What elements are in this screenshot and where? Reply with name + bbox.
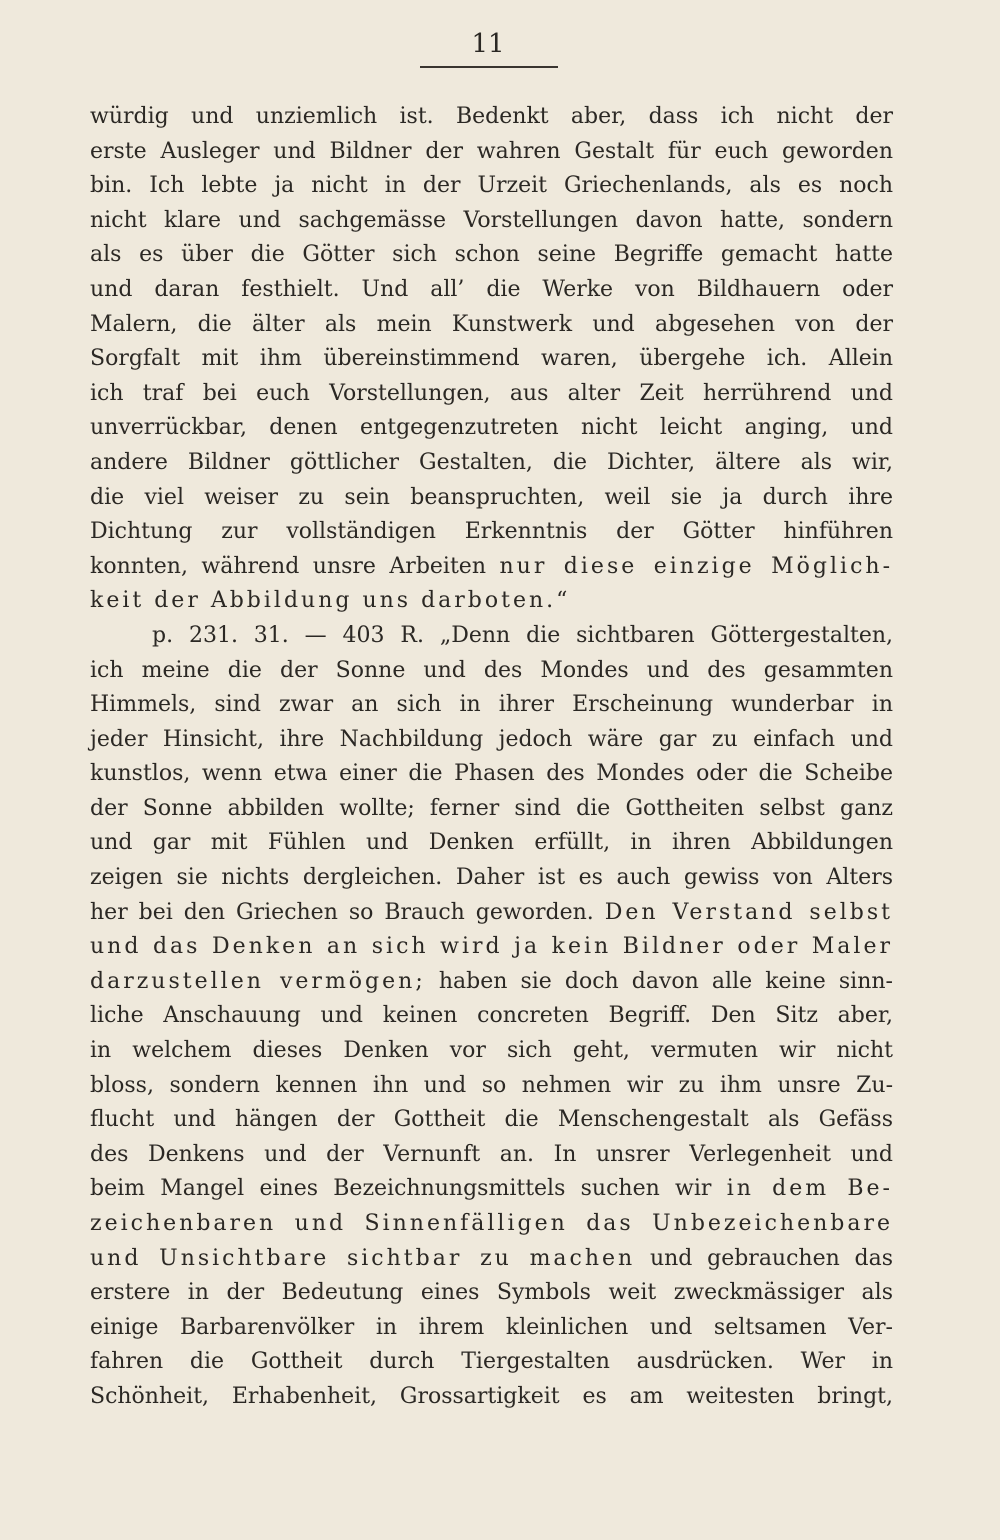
text-line [90,1311,893,1346]
text-line [90,550,893,585]
text-line [90,1034,893,1069]
text-line [90,308,893,343]
line-text: bin. Ich lebte ja nicht in der Urzeit Griechenlands, als es noch [90,173,893,199]
line-text: ich traf bei euch Vorstellungen, aus alter Zeit herrührend und [90,380,893,406]
text-line [90,377,893,412]
text-line [90,1380,893,1415]
text-line [90,515,893,550]
text-line [90,273,893,308]
text-line [90,1276,893,1311]
text-line [90,481,893,516]
line-text: kunstlos, wenn etwa einer die Phasen des Mondes oder die Scheibe [90,761,893,787]
text-line [90,204,893,239]
text-line [90,1069,893,1104]
text-line [90,1172,893,1207]
text-line [90,1103,893,1138]
text-line [90,1207,893,1242]
text-line [90,1138,893,1173]
line-text-spaced: keit der Abbildung uns darboten. [90,588,557,614]
text-line [90,238,893,273]
text-line [90,757,893,792]
line-text-spaced: darzustellen vermögen; [90,968,426,994]
text-line [90,169,893,204]
line-text-after: und gebrauchen das [635,1245,893,1271]
text-line [90,446,893,481]
text-line [90,342,893,377]
line-text: konnten, während unsre Arbeiten [90,553,486,579]
line-text: Schönheit, Erhabenheit, Grossartigkeit es am weitesten bringt, [90,1383,893,1409]
line-text: andere Bildner göttlicher Gestalten, die Dichter, ältere als wir, [90,449,893,475]
line-text: zeigen sie nichts dergleichen. Daher ist es auch gewiss von Alters [90,865,893,891]
text-line [90,896,893,931]
line-text: Sorgfalt mit ihm übereinstimmend waren, übergehe ich. Allein [90,346,893,372]
text-line [90,654,893,689]
text-line [90,861,893,896]
line-text-spaced: zeichenbaren und Sinnenfälligen das Unbezeichenbare [90,1211,893,1236]
line-text: der Sonne abbilden wollte; ferner sind die Gottheiten selbst ganz [90,795,893,821]
line-text: Dichtung zur vollständigen Erkenntnis der Götter hinführen [90,519,893,545]
line-text: jeder Hinsicht, ihre Nachbildung jedoch wäre gar zu einfach und [90,726,893,752]
line-text-spaced: nur diese einzige Möglich- [499,553,894,579]
text-line [90,135,893,170]
text-line [90,723,893,758]
line-text: p. 231. 31. — 403 R. „Denn die sichtbaren Göttergestalten, [152,622,893,648]
line-text: nicht klare und sachgemässe Vorstellungen davon hatte, sondern [90,207,893,233]
line-text: ich meine die der Sonne und des Mondes und des gesammten [90,657,893,683]
line-text: Malern, die älter als mein Kunstwerk und abgesehen von der [90,311,893,337]
page-number-rule [420,66,558,68]
line-text-spaced: Den Verstand selbst [604,899,893,925]
line-text: und daran festhielt. Und all’ die Werke von Bildhauern oder [90,276,893,302]
line-text-spaced: und das Denken an sich wird ja kein Bildner oder Maler [90,934,893,960]
page-number: 11 [471,29,505,59]
text-line [90,792,893,827]
line-text-spaced: in dem Be- [726,1176,893,1202]
text-line [90,100,893,135]
line-text: flucht und hängen der Gottheit die Menschengestalt als Gefäss [90,1107,893,1133]
line-text-after: “ [556,588,568,614]
text-line [90,999,893,1034]
line-text: Himmels, sind zwar an sich in ihrer Erscheinung wunderbar in [90,692,893,718]
text-line [90,688,893,723]
line-text: des Denkens und der Vernunft an. In unsrer Verlegenheit und [90,1141,893,1167]
line-text: unverrückbar, denen entgegenzutreten nicht leicht anging, und [90,415,893,441]
text-line [90,411,893,446]
text-line [90,930,893,965]
text-line [90,826,893,861]
body-text [90,100,893,1415]
line-text: bloss, sondern kennen ihn und so nehmen wir zu ihm unsre Zu- [90,1072,893,1098]
text-line [90,584,893,619]
line-text: in welchem dieses Denken vor sich geht, vermuten wir nicht [90,1038,893,1064]
line-text: würdig und unziemlich ist. Bedenkt aber, dass ich nicht der [90,104,893,129]
line-text: beim Mangel eines Bezeichnungsmittels suchen wir [90,1176,712,1202]
text-line [90,965,893,1000]
line-text: die viel weiser zu sein beanspruchten, weil sie ja durch ihre [90,484,893,510]
line-text: fahren die Gottheit durch Tiergestalten ausdrücken. Wer in [90,1349,893,1375]
line-text: als es über die Götter sich schon seine Begriffe gemacht hatte [90,242,893,268]
line-text-spaced: und Unsichtbare sichtbar zu machen [90,1245,636,1271]
line-text: und gar mit Fühlen und Denken erfüllt, in ihren Abbildungen [90,830,893,856]
line-text: her bei den Griechen so Brauch geworden. [90,899,594,925]
line-text: liche Anschauung und keinen concreten Begriff. Den Sitz aber, [90,1003,893,1029]
line-text: erste Ausleger und Bildner der wahren Gestalt für euch geworden [90,138,893,164]
line-text: einige Barbarenvölker in ihrem kleinlichen und seltsamen Ver- [90,1314,893,1340]
text-line [90,1242,893,1277]
line-text: erstere in der Bedeutung eines Symbols weit zweckmässiger als [90,1280,893,1306]
line-text-after: haben sie doch davon alle keine sinn- [425,968,893,994]
text-line [90,619,893,654]
text-line [90,1345,893,1380]
